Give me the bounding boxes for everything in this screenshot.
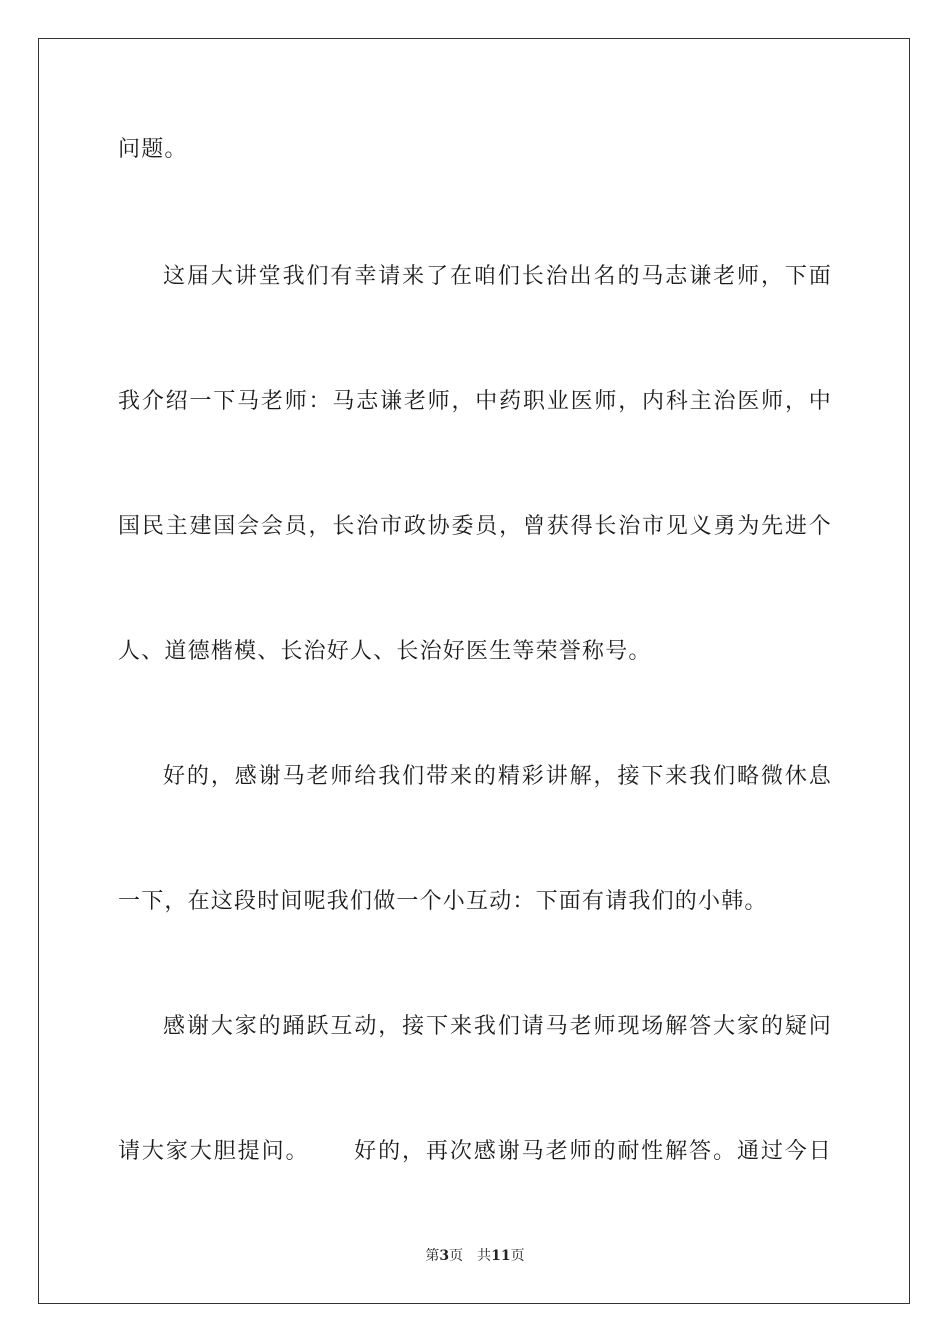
text-line: 我介绍一下马老师：马志谦老师，中药职业医师，内科主治医师，中 <box>118 389 832 414</box>
text-line: 人、道德楷模、长治好人、长治好医生等荣誉称号。 <box>118 639 652 664</box>
text-line: 问题。 <box>118 137 188 162</box>
page-suffix: 页 <box>449 1248 464 1264</box>
total-prefix: 共 <box>477 1248 492 1264</box>
text-line: 国民主建国会会员，长治市政协委员，曾获得长治市见义勇为先进个 <box>118 514 832 539</box>
page-number: 3 <box>439 1248 450 1264</box>
total-suffix: 页 <box>510 1248 525 1264</box>
text-segment: 请大家大胆提问。 <box>118 1139 310 1164</box>
text-segment: 好的，再次感谢马老师的耐性解答。通过今日 <box>353 1139 832 1164</box>
page-prefix: 第 <box>425 1248 440 1264</box>
text-line <box>118 1137 832 1167</box>
paragraph-start-line: 感谢大家的踊跃互动，接下来我们请马老师现场解答大家的疑问 <box>163 1014 832 1039</box>
page-frame <box>38 38 910 1304</box>
paragraph-start-line: 好的，感谢马老师给我们带来的精彩讲解，接下来我们略微休息 <box>163 764 832 789</box>
page-footer <box>0 1246 950 1266</box>
text-line: 一下，在这段时间呢我们做一个小互动：下面有请我们的小韩。 <box>118 889 768 914</box>
paragraph-start-line: 这届大讲堂我们有幸请来了在咱们长治出名的马志谦老师，下面 <box>163 264 832 289</box>
total-pages: 11 <box>491 1248 511 1264</box>
